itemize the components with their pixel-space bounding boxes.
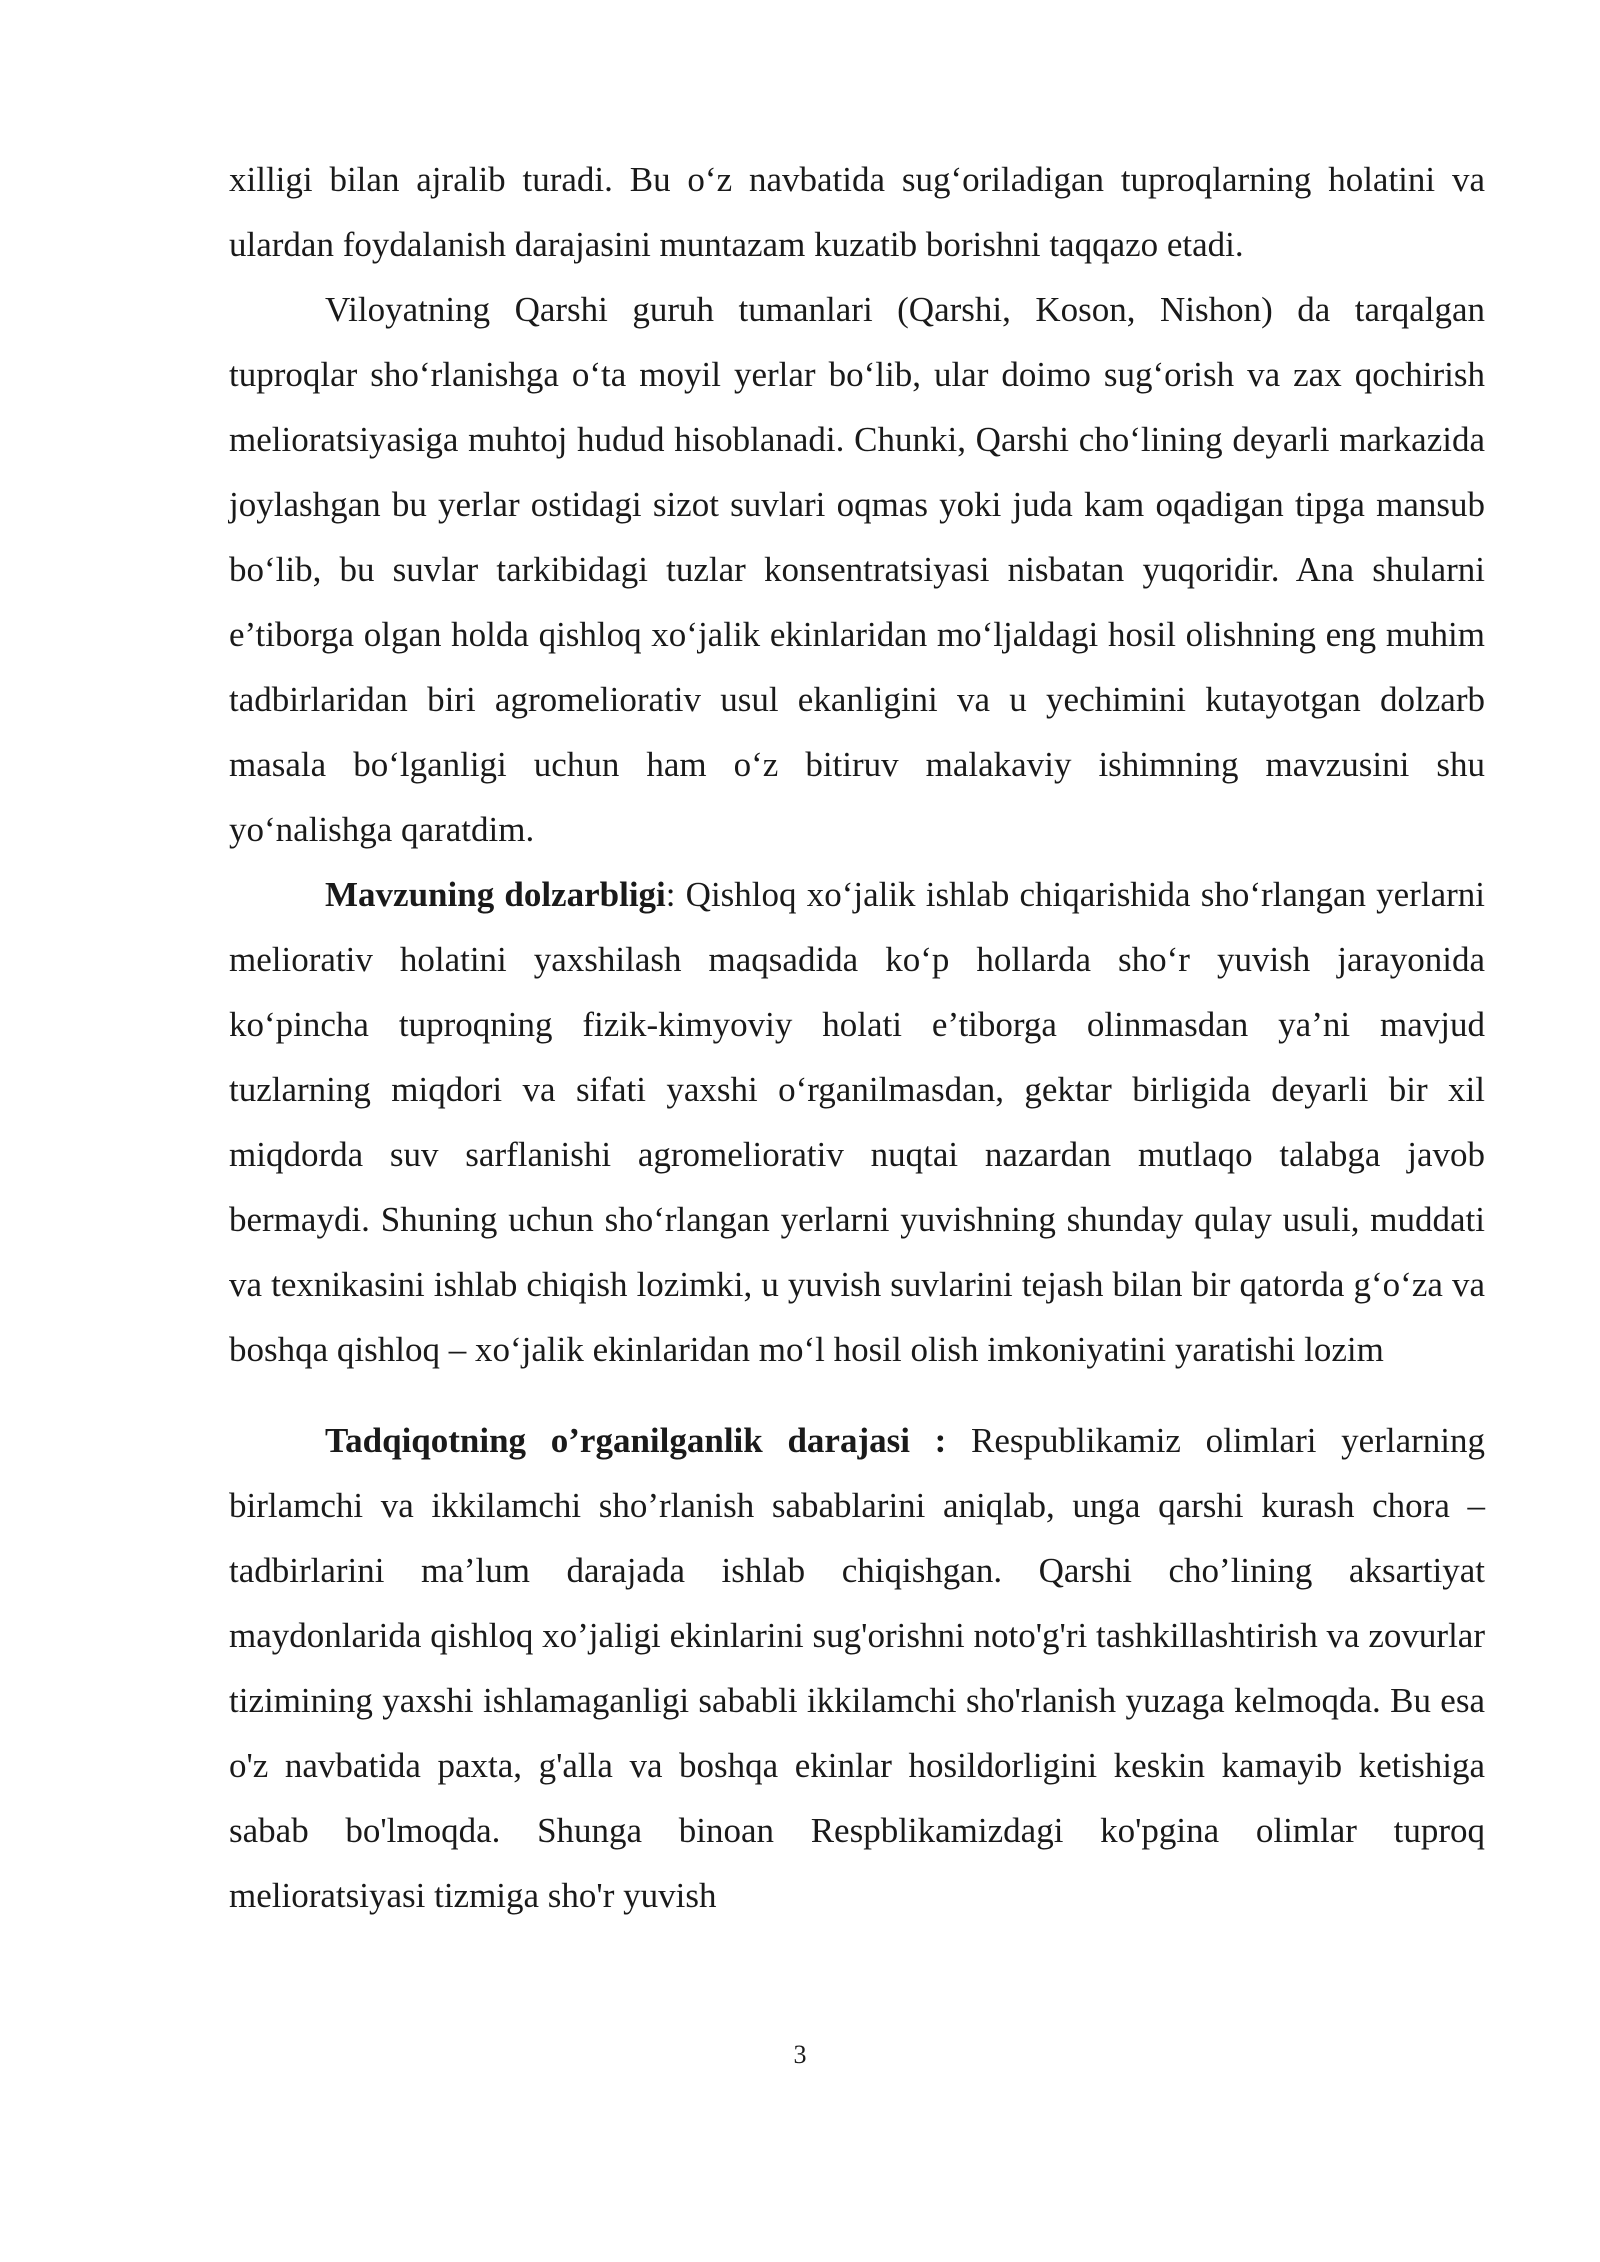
heading-research-level: Tadqiqotning o’rganilganlik darajasi : (325, 1421, 947, 1460)
paragraph-topic-relevance-text: Qishloq xo‘jalik ishlab chiqarishida sho‘rlangan yerlarni meliorativ holatini yaxshilash maqsadida ko‘p hollarda sho‘r yuvish jarayonida ko‘pincha tuproqning fizik-kimyoviy holati e’tiborga olinmasdan ya’ni mavjud tuzlarning miqdori va sifati yaxshi o‘rganilmasdan, gektar birligida deyarli bir xil miqdorda suv sarflanishi agromeliorativ nuqtai nazardan mutlaqo talabga javob bermaydi. Shuning uchun sho‘rlangan yerlarni yuvishning shunday qulay usuli, muddati va texnikasini ishlab chiqish lozimki, u yuvish suvlarini tejash bilan bir qatorda g‘o‘za va boshqa qishloq – xo‘jalik ekinlaridan mo‘l hosil olish imkoniyatini yaratishi lozim (229, 875, 1485, 1369)
page-number: 3 (793, 2040, 807, 2069)
document-body (229, 147, 1485, 1928)
paragraph-qarshi-region: Viloyatning Qarshi guruh tumanlari (Qarshi, Koson, Nishon) da tarqalgan tuproqlar sho‘rlanishga o‘ta moyil yerlar bo‘lib, ular doimo sug‘orish va zax qochirish melioratsiyasiga muhtoj hudud hisoblanadi. Chunki, Qarshi cho‘lining deyarli markazida joylashgan bu yerlar ostidagi sizot suvlari oqmas yoki juda kam oqadigan tipga mansub bo‘lib, bu suvlar tarkibidagi tuzlar konsentratsiyasi nisbatan yuqoridir. Ana shularni e’tiborga olgan holda qishloq xo‘jalik ekinlaridan mo‘ljaldagi hosil olishning eng muhim tadbirlaridan biri agromeliorativ usul ekanligini va u yechimini kutayotgan dolzarb masala bo‘lganligi uchun ham o‘z bitiruv malakaviy ishimning mavzusini shu yo‘nalishga qaratdim. (229, 290, 1485, 849)
heading-separator: : (665, 875, 686, 914)
paragraph-topic-relevance (229, 862, 1485, 1382)
heading-separator (946, 1421, 971, 1460)
paragraph-research-level (229, 1408, 1485, 1928)
paragraph-continuation: xilligi bilan ajralib turadi. Bu o‘z navbatida sug‘oriladigan tuproqlarning holatini va ulardan foydalanish darajasini muntazam kuzatib borishni taqqazo etadi. (229, 160, 1485, 264)
paragraph-research-level-text: Respublikamiz olimlari yerlarning birlamchi va ikkilamchi sho’rlanish sabablarini aniqlab, unga qarshi kurash chora – tadbirlarini ma’lum darajada ishlab chiqishgan. Qarshi cho’lining aksartiyat maydonlarida qishloq xo’jaligi ekinlarini sug'orishni noto'g'ri tashkillashtirish va zovurlar tizimining yaxshi ishlamaganligi sababli ikkilamchi sho'rlanish yuzaga kelmoqda. Bu esa o'z navbatida paxta, g'alla va boshqa ekinlar hosildorligini keskin kamayib ketishiga sabab bo'lmoqda. Shunga binoan Respblikamizdagi ko'pgina olimlar tuproq melioratsiyasi tizmiga sho'r yuvish (229, 1421, 1486, 1915)
heading-topic-relevance: Mavzuning dolzarbligi (325, 875, 666, 914)
